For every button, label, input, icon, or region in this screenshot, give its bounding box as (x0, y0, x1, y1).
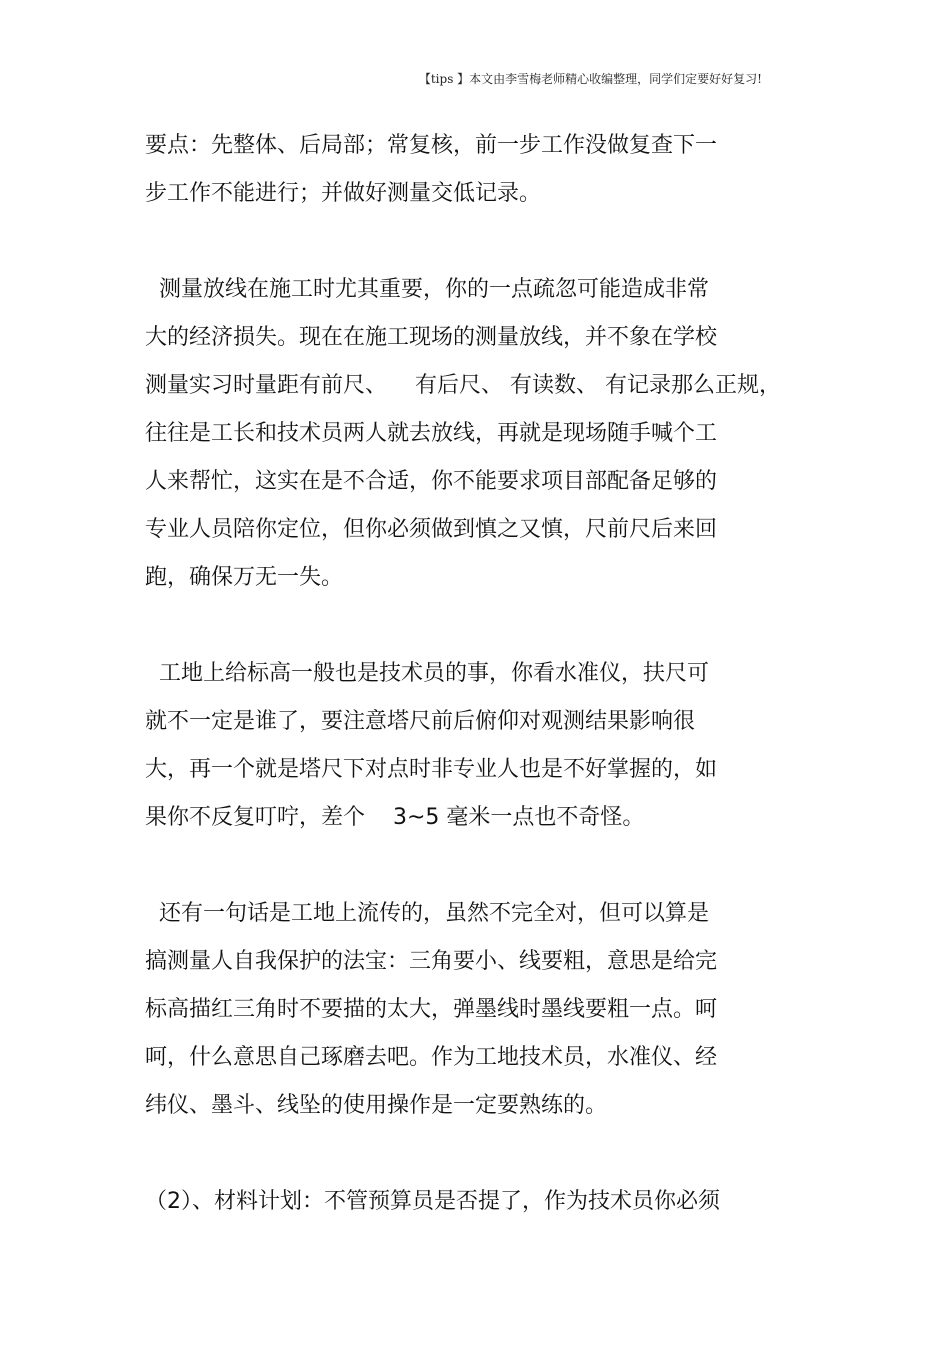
text-line: 标高描红三角时不要描的太大，弹墨线时墨线要粗一点。呵 (145, 997, 718, 1022)
text-line: 搞测量人自我保护的法宝：三角要小、线要粗，意思是给完 (145, 949, 718, 974)
text-line: 果你不反复叮咛，差个 3~5 毫米一点也不奇怪。 (145, 805, 645, 830)
text-line: 大，再一个就是塔尺下对点时非专业人也是不好掌握的，如 (145, 757, 718, 782)
text-line: 纬仪、墨斗、线坠的使用操作是一定要熟练的。 (145, 1093, 608, 1118)
text-line: 就不一定是谁了，要注意塔尺前后俯仰对观测结果影响很 (145, 709, 696, 734)
text-line: （2）、材料计划：不管预算员是否提了，作为技术员你必须 (145, 1189, 720, 1214)
text-line: 往往是工长和技术员两人就去放线，再就是现场随手喊个工 (145, 421, 718, 446)
text-line: 人来帮忙，这实在是不合适，你不能要求项目部配备足够的 (145, 469, 718, 494)
text-line: 跑，确保万无一失。 (145, 565, 344, 590)
text-line: 测量实习时量距有前尺、 有后尺、 有读数、 有记录那么正规， (145, 373, 781, 398)
header-tip: 【tips 】本文由李雪梅老师精心收编整理，同学们定要好好复习! (418, 72, 762, 86)
text-line: 测量放线在施工时尤其重要，你的一点疏忽可能造成非常 (145, 277, 709, 302)
text-line: 要点：先整体、后局部；常复核，前一步工作没做复查下一 (145, 133, 718, 158)
text-line: 还有一句话是工地上流传的，虽然不完全对，但可以算是 (145, 901, 709, 926)
text-line: 步工作不能进行；并做好测量交低记录。 (145, 181, 542, 206)
text-line: 呵，什么意思自己琢磨去吧。作为工地技术员，水准仪、经 (145, 1045, 718, 1070)
text-line: 大的经济损失。现在在施工现场的测量放线，并不象在学校 (145, 325, 718, 350)
text-line: 工地上给标高一般也是技术员的事，你看水准仪，扶尺可 (145, 661, 709, 686)
text-line: 专业人员陪你定位，但你必须做到慎之又慎，尺前尺后来回 (145, 517, 718, 542)
